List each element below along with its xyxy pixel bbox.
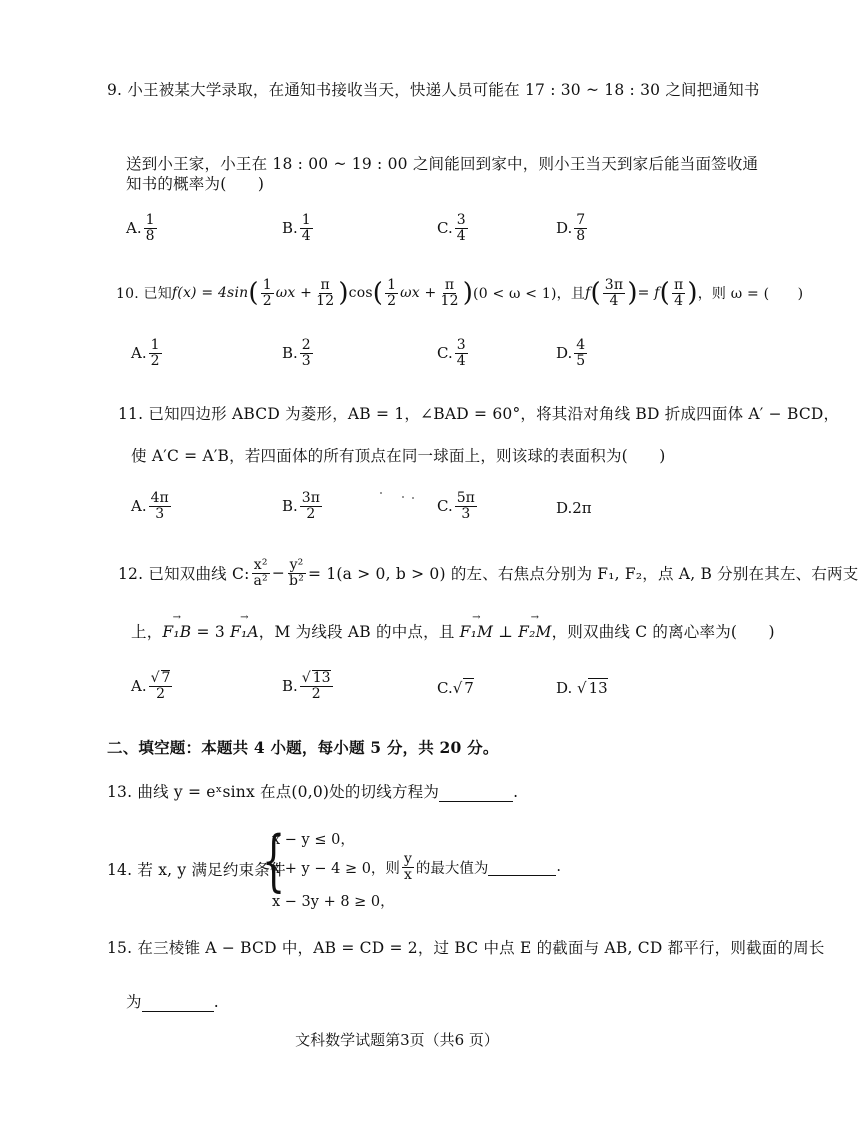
fraction: $\frac{7}{8}$ xyxy=(576,212,586,244)
q15-answer-blank xyxy=(142,993,214,1012)
q10-stem: 10. 已知 f(x) = 4sin ( $\frac{1}{2}$ ωx + $\frac{\pi}{12}$ ) cos ( $\frac{1}{2}$ ωx + $\frac{\pi}{12}$ ) (0 < ω < 1)，且 f ( $\frac{3\pi}{4}$ ) = f ( $\frac{\pi}{4}$ ) ，则 ω = ( ) xyxy=(116,277,804,309)
fraction: $\frac{3}{4}$ xyxy=(456,212,466,244)
q12-line-1: 12. 已知双曲线 C: $\frac{\text{x²}}{\text{a²}}$ − $\frac{\text{y²}}{\text{b²}}$ = 1(a > 0, b > 0) 的左、右焦点分别为 F₁, F₂，点 A, B 分别在其左、右两支 xyxy=(118,557,858,589)
q11-option-b: B. $\frac{3\pi}{2}$ xyxy=(282,490,320,522)
scan-speck xyxy=(380,492,382,494)
vector-f1m: → F₁M xyxy=(460,623,493,641)
q10-option-a: A. $\frac{1}{2}$ xyxy=(131,337,160,369)
q15-line-2: 为 . xyxy=(126,993,219,1011)
q9-line-1: 9. 小王被某大学录取，在通知书接收当天，快递人员可能在 17 : 30 ~ 18 : 30 之间把通知书 xyxy=(107,81,760,99)
fraction: $\frac{1}{4}$ xyxy=(301,212,311,244)
q12-option-b: B. $\frac{√ 13}{2}$ xyxy=(282,670,331,702)
q14-constraint-3: x − 3y + 8 ≥ 0， xyxy=(272,894,395,910)
q12-option-d: D. √ 13 xyxy=(556,678,608,697)
section-heading-fill-in: 二、填空题：本题共 4 小题，每小题 5 分，共 20 分。 xyxy=(107,738,499,757)
scan-speck xyxy=(412,497,414,499)
q10-option-d: D. $\frac{4}{5}$ xyxy=(556,337,586,369)
q9-line-2: 送到小王家，小王在 18 : 00 ~ 19 : 00 之间能回到家中，则小王当天到家后能当面签收通 xyxy=(126,155,759,173)
q12-option-c: C. √ 7 xyxy=(437,678,474,697)
q10-option-c: C. $\frac{3}{4}$ xyxy=(437,337,466,369)
q11-option-c: C. $\frac{5\pi}{3}$ xyxy=(437,490,475,522)
q15-line-1: 15. 在三棱锥 A − BCD 中，AB = CD = 2，过 BC 中点 E 的截面与 AB, CD 都平行，则截面的周长 xyxy=(107,939,825,957)
constraint-brace: { xyxy=(262,822,286,899)
q11-line-2: 使 A′C = A′B，若四面体的所有顶点在同一球面上，则该球的表面积为( ) xyxy=(131,447,666,465)
q12-option-a: A. $\frac{√ 7}{2}$ xyxy=(131,670,171,702)
q10-options xyxy=(0,338,794,378)
q9-option-b: B. $\frac{1}{4}$ xyxy=(282,212,311,244)
q13: 13. 曲线 y = eˣsinx 在点(0,0)处的切线方程为 . xyxy=(107,783,519,801)
q14-constraint-1: x − y ≤ 0， xyxy=(272,832,355,848)
q14-prefix: 14. 若 x, y 满足约束条件 xyxy=(107,861,286,879)
q12-options xyxy=(0,670,794,710)
vector-f1b: → F₁B xyxy=(162,623,191,641)
vector-f2m: → F₂M xyxy=(518,623,551,641)
q13-answer-blank xyxy=(439,783,513,802)
q9-options xyxy=(0,213,794,253)
q11-option-d: D. 2π xyxy=(556,499,592,517)
q12-line-2: 上，→ F₁B = 3 → F₁A，M 为线段 AB 的中点，且 → F₁M ⊥ → F₂M，则双曲线 C 的离心率为( ) xyxy=(131,620,775,642)
q14-constraint-2: x + y − 4 ≥ 0，则 $\frac{y}{x}$ 的最大值为 . xyxy=(272,851,561,883)
q9-option-c: C. $\frac{3}{4}$ xyxy=(437,212,466,244)
q11-option-a: A. $\frac{4\pi}{3}$ xyxy=(131,490,169,522)
q9-option-a: A. $\frac{1}{8}$ xyxy=(126,212,155,244)
page-footer: 文科数学试题第3页（共6 页） xyxy=(295,1031,499,1049)
q11-line-1: 11. 已知四边形 ABCD 为菱形，AB = 1，∠BAD = 60°，将其沿对角线 BD 折成四面体 A′ − BCD， xyxy=(118,405,840,423)
vector-f1a: → F₁A xyxy=(230,623,259,641)
q14-answer-blank xyxy=(488,859,556,876)
scan-speck xyxy=(402,496,404,498)
q9-line-3: 知书的概率为( ) xyxy=(126,175,265,193)
fraction: $\frac{1}{8}$ xyxy=(145,212,155,244)
q11-options xyxy=(0,491,794,531)
q9-option-d: D. $\frac{7}{8}$ xyxy=(556,212,586,244)
q10-option-b: B. $\frac{2}{3}$ xyxy=(282,337,311,369)
